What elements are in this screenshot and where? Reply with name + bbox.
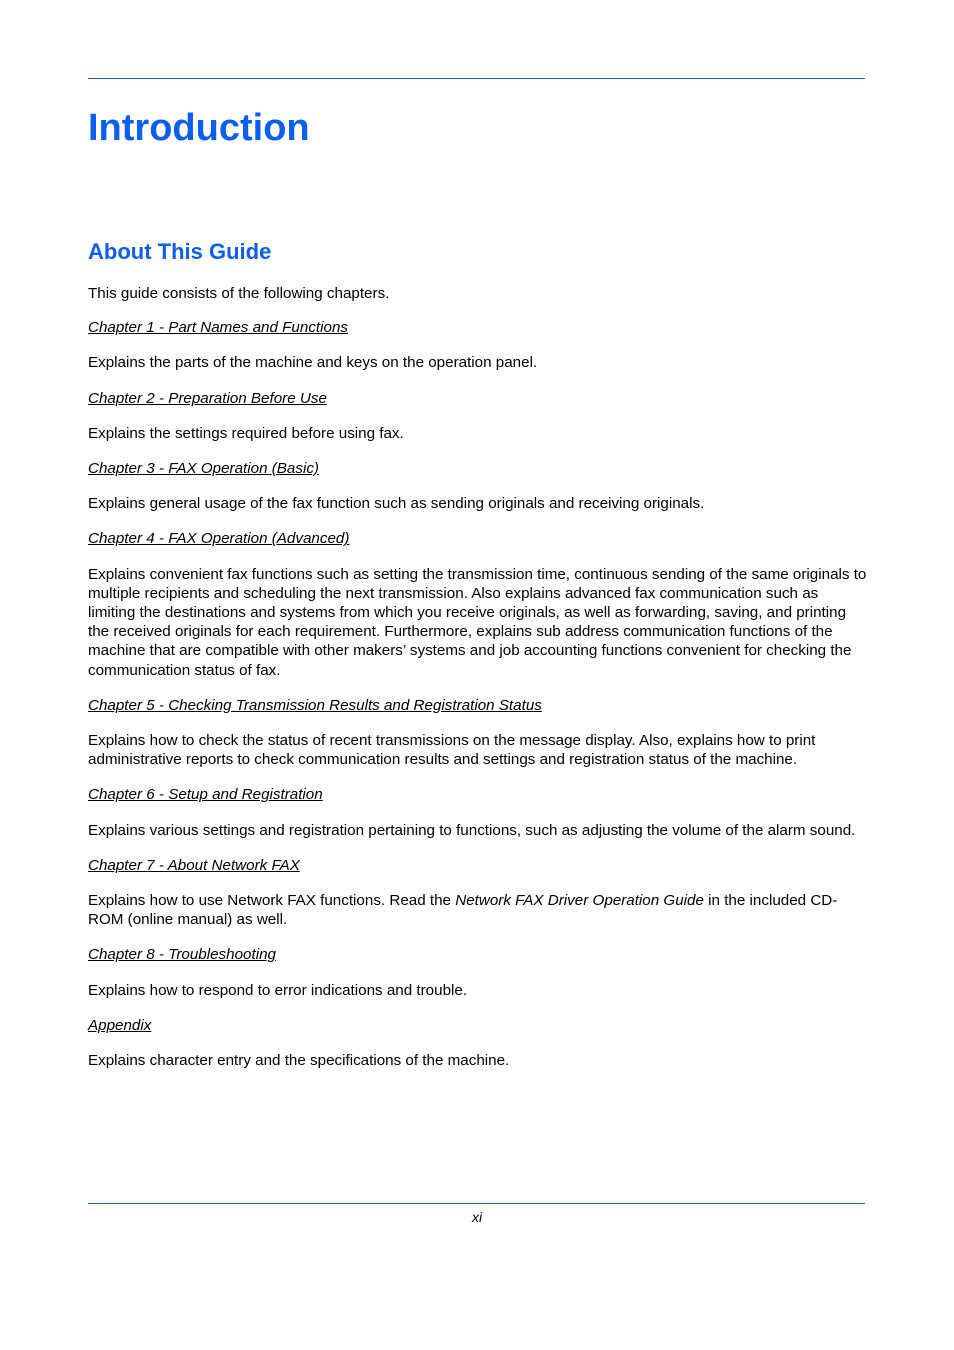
- chapter-2-description: Explains the settings required before using fax.: [88, 424, 404, 442]
- chapter-7-description: [88, 891, 868, 929]
- appendix-description: Explains character entry and the specifications of the machine.: [88, 1052, 510, 1070]
- top-divider: [88, 78, 865, 79]
- chapter-5: [88, 696, 868, 770]
- section-title: About This Guide: [88, 239, 272, 264]
- appendix: [88, 1016, 868, 1070]
- chapter-list: [88, 284, 868, 1086]
- chapter-8: [88, 945, 868, 999]
- intro-text: This guide consists of the following chapters.: [88, 285, 390, 302]
- chapter-8-link[interactable]: Chapter 8 - Troubleshooting: [88, 946, 276, 964]
- chapter-4: [88, 529, 868, 679]
- chapter-5-description: Explains how to check the status of recent transmissions on the message display. Also, explains how to print administrative reports to check communication results and settings and registration status of the machine.: [88, 732, 816, 769]
- chapter-7-desc-part2: in the included CD-ROM (online manual) as well.: [88, 892, 838, 929]
- chapter-3-description: Explains general usage of the fax function such as sending originals and receiving originals.: [88, 495, 705, 513]
- chapter-7-link[interactable]: Chapter 7 - About Network FAX: [88, 856, 300, 874]
- chapter-4-description: Explains convenient fax functions such as setting the transmission time, continuous sending of the same originals to multiple recipients and scheduling the next transmission. Also explains advanced fax communication such as limiting the destinations and systems from which you receive originals, as well as forwarding, saving, and printing the received originals for each requirement. Furthermore, explains sub address communication functions of the machine that are compatible with other makers’ systems and job accounting functions convenient for checking the communication status of fax.: [88, 565, 867, 679]
- bottom-divider: [88, 1203, 865, 1204]
- chapter-1-description: Explains the parts of the machine and keys on the operation panel.: [88, 354, 538, 372]
- chapter-7-desc-part1: Explains how to use Network FAX functions. Read the: [88, 892, 456, 910]
- chapter-1: [88, 318, 868, 372]
- chapter-3-link[interactable]: Chapter 3 - FAX Operation (Basic): [88, 460, 319, 478]
- chapter-8-description: Explains how to respond to error indications and trouble.: [88, 981, 468, 999]
- appendix-link[interactable]: Appendix: [88, 1016, 152, 1034]
- chapter-4-link[interactable]: Chapter 4 - FAX Operation (Advanced): [88, 530, 350, 548]
- chapter-5-link[interactable]: Chapter 5 - Checking Transmission Results and Registration Status: [88, 696, 542, 714]
- chapter-6: [88, 785, 868, 839]
- chapter-2-link[interactable]: Chapter 2 - Preparation Before Use: [88, 389, 327, 407]
- chapter-7-desc-guide-name: Network FAX Driver Operation Guide: [455, 892, 704, 910]
- chapter-3: [88, 459, 868, 513]
- chapter-2: [88, 389, 868, 443]
- chapter-6-link[interactable]: Chapter 6 - Setup and Registration: [88, 786, 323, 804]
- chapter-1-link[interactable]: Chapter 1 - Part Names and Functions: [88, 319, 348, 337]
- chapter-6-description: Explains various settings and registration pertaining to functions, such as adjusting the volume of the alarm sound.: [88, 821, 856, 839]
- page-title: Introduction: [88, 107, 310, 149]
- page-number: xi: [471, 1209, 483, 1225]
- chapter-7: [88, 856, 868, 930]
